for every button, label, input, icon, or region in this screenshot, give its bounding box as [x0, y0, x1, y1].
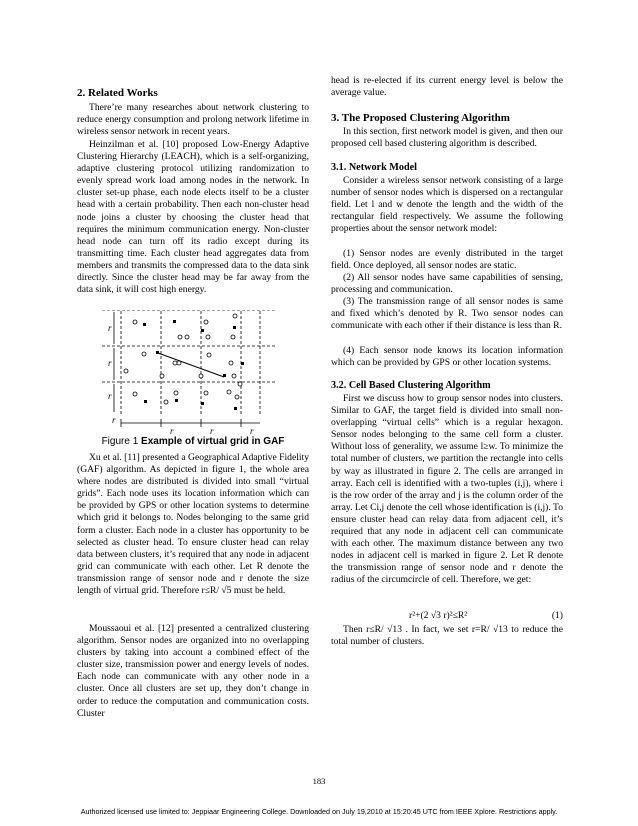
subsection-heading-network-model: 3.1. Network Model: [331, 162, 418, 173]
figure-caption-title: Example of virtual grid in GAF: [141, 436, 285, 447]
property-3: (3) The transmission range of all sensor nodes is same and fixed which’s denoted by R. Two sensor nodes can communicate with each other if their distance is less than R.: [331, 296, 563, 332]
related-works-paragraph-3: Xu et al. [11] presented a Geographical Adaptive Fidelity (GAF) algorithm. As depicted in figure 1, the whole area where nodes are distributed is divided into small “virtual grids”. Each node uses its location information which can be provided by GPS or other location systems to determine which grid it belongs to. Nodes belonging to the same grid form a cluster. Each node in a cluster has opportunity to be selected as cluster head. To ensure cluster head can relay data between clusters, it’s required that any node in adjacent grid can communicate with each other. Let R denote the transmission range of sensor node and r denote the size length of virtual grid. Therefore r≤R/ √5 must be held.: [77, 452, 309, 597]
section-heading-related-works: 2. Related Works: [77, 87, 158, 99]
figure-r-label: r: [170, 426, 174, 436]
equation-1: r²+(2 √3 r)²≤R²: [409, 610, 468, 621]
page-number: 183: [312, 776, 326, 786]
subsection-heading-cell-based-clustering: 3.2. Cell Based Clustering Algorithm: [331, 380, 491, 391]
property-1: (1) Sensor nodes are evenly distributed in the target field. Once deployed, all sensor nodes are static.: [331, 248, 563, 272]
figure-r-label: r: [250, 426, 254, 436]
footer-license-notice: Authorized licensed use limited to: Jeppiaar Engineering College. Downloaded on July 19,2010 at 15:20:45 UTC from IEEE Xplore. Restrictions apply.: [80, 807, 558, 816]
related-works-paragraph-1: There’re many researches about network clustering to reduce energy consumption and prolong network lifetime in wireless sensor network in recent years.: [77, 102, 309, 138]
figure-r-label: r: [108, 391, 112, 401]
figure-caption-prefix: Figure 1: [101, 436, 142, 447]
section-heading-proposed-algorithm: 3. The Proposed Clustering Algorithm: [331, 112, 510, 124]
continued-paragraph: head is re-elected if its current energy level is below the average value.: [331, 75, 563, 99]
network-model-paragraph: Consider a wireless sensor network consisting of a large number of sensor nodes which is dispersed on a rectangular field. Let l and w denote the length and the width of the rectangular field respectively. We assume the following properties about the sensor network model:: [331, 175, 563, 235]
equation-number: (1): [551, 610, 563, 621]
related-works-paragraph-4: Moussaoui et al. [12] presented a centralized clustering algorithm. Sensor nodes are organized into no overlapping clusters by taking into account a combined effect of the cluster size, transmission power and energy levels of nodes. Each node can communicate with any other node in a cluster. Once all clusters are set up, they don’t change in order to reduce the computation and communication costs. Cluster: [77, 623, 309, 719]
figure-r-label: r: [108, 323, 112, 333]
figure-1-caption: [77, 436, 309, 447]
figure-r-label: r: [210, 426, 214, 436]
property-2: (2) All sensor nodes have same capabilities of sensing, processing and communication.: [331, 272, 563, 296]
figure-r-label: r: [112, 415, 116, 425]
figure-r-label: r: [108, 358, 112, 368]
related-works-paragraph-2: Heinzilman et al. [10] proposed Low-Energy Adaptive Clustering Hierarchy (LEACH), which is a self-organizing, adaptive clustering protocol utilizing randomization to evenly spread work load among nodes in the network. In cluster set-up phase, each node elects itself to be a cluster head with a certain probability. Then each non-cluster head node joins a cluster by choosing the cluster head that requires the minimum communication energy. Non-cluster head node can turn off its radio except during its transmitting time. Each cluster head aggregates data from members and transmits the compressed data to the data sink directly. Since the cluster head may be far away from the data sink, it will cost high energy.: [77, 139, 309, 296]
algorithm-intro-paragraph: In this section, first network model is given, and then our proposed cell based clustering algorithm is described.: [331, 126, 563, 150]
cell-based-clustering-paragraph: First we discuss how to group sensor nodes into clusters. Similar to GAF, the target field is divided into small non-overlapping “virtual cells” which is a regular hexagon. Sensor nodes belonging to the same cell form a cluster. Without loss of generality, we assume l≥w. To minimize the total number of clusters, we partition the rectangle into cells by way as illustrated in figure 2. The cells are arranged in array. Each cell is identified with a two-tuples (i,j), where i is the row order of the array and j is the column order of the array. Let Ci,j denote the cell whose identification is (i,j). To ensure cluster head can relay data from adjacent cell, it’s required that any node in adjacent cell can communicate with each other. The maximum distance between any two nodes in adjacent cell is marked in figure 2. Let R denote the transmission range of sensor node and r denote the radius of the circumcircle of cell. Therefore, we get:: [331, 393, 563, 586]
property-4: (4) Each sensor node knows its location information which can be provided by GPS or other location systems.: [331, 345, 563, 369]
then-paragraph: Then r≤R/ √13 . In fact, we set r=R/ √13 to reduce the total number of clusters.: [331, 624, 563, 648]
figure-1-virtual-grid: [97, 310, 277, 436]
